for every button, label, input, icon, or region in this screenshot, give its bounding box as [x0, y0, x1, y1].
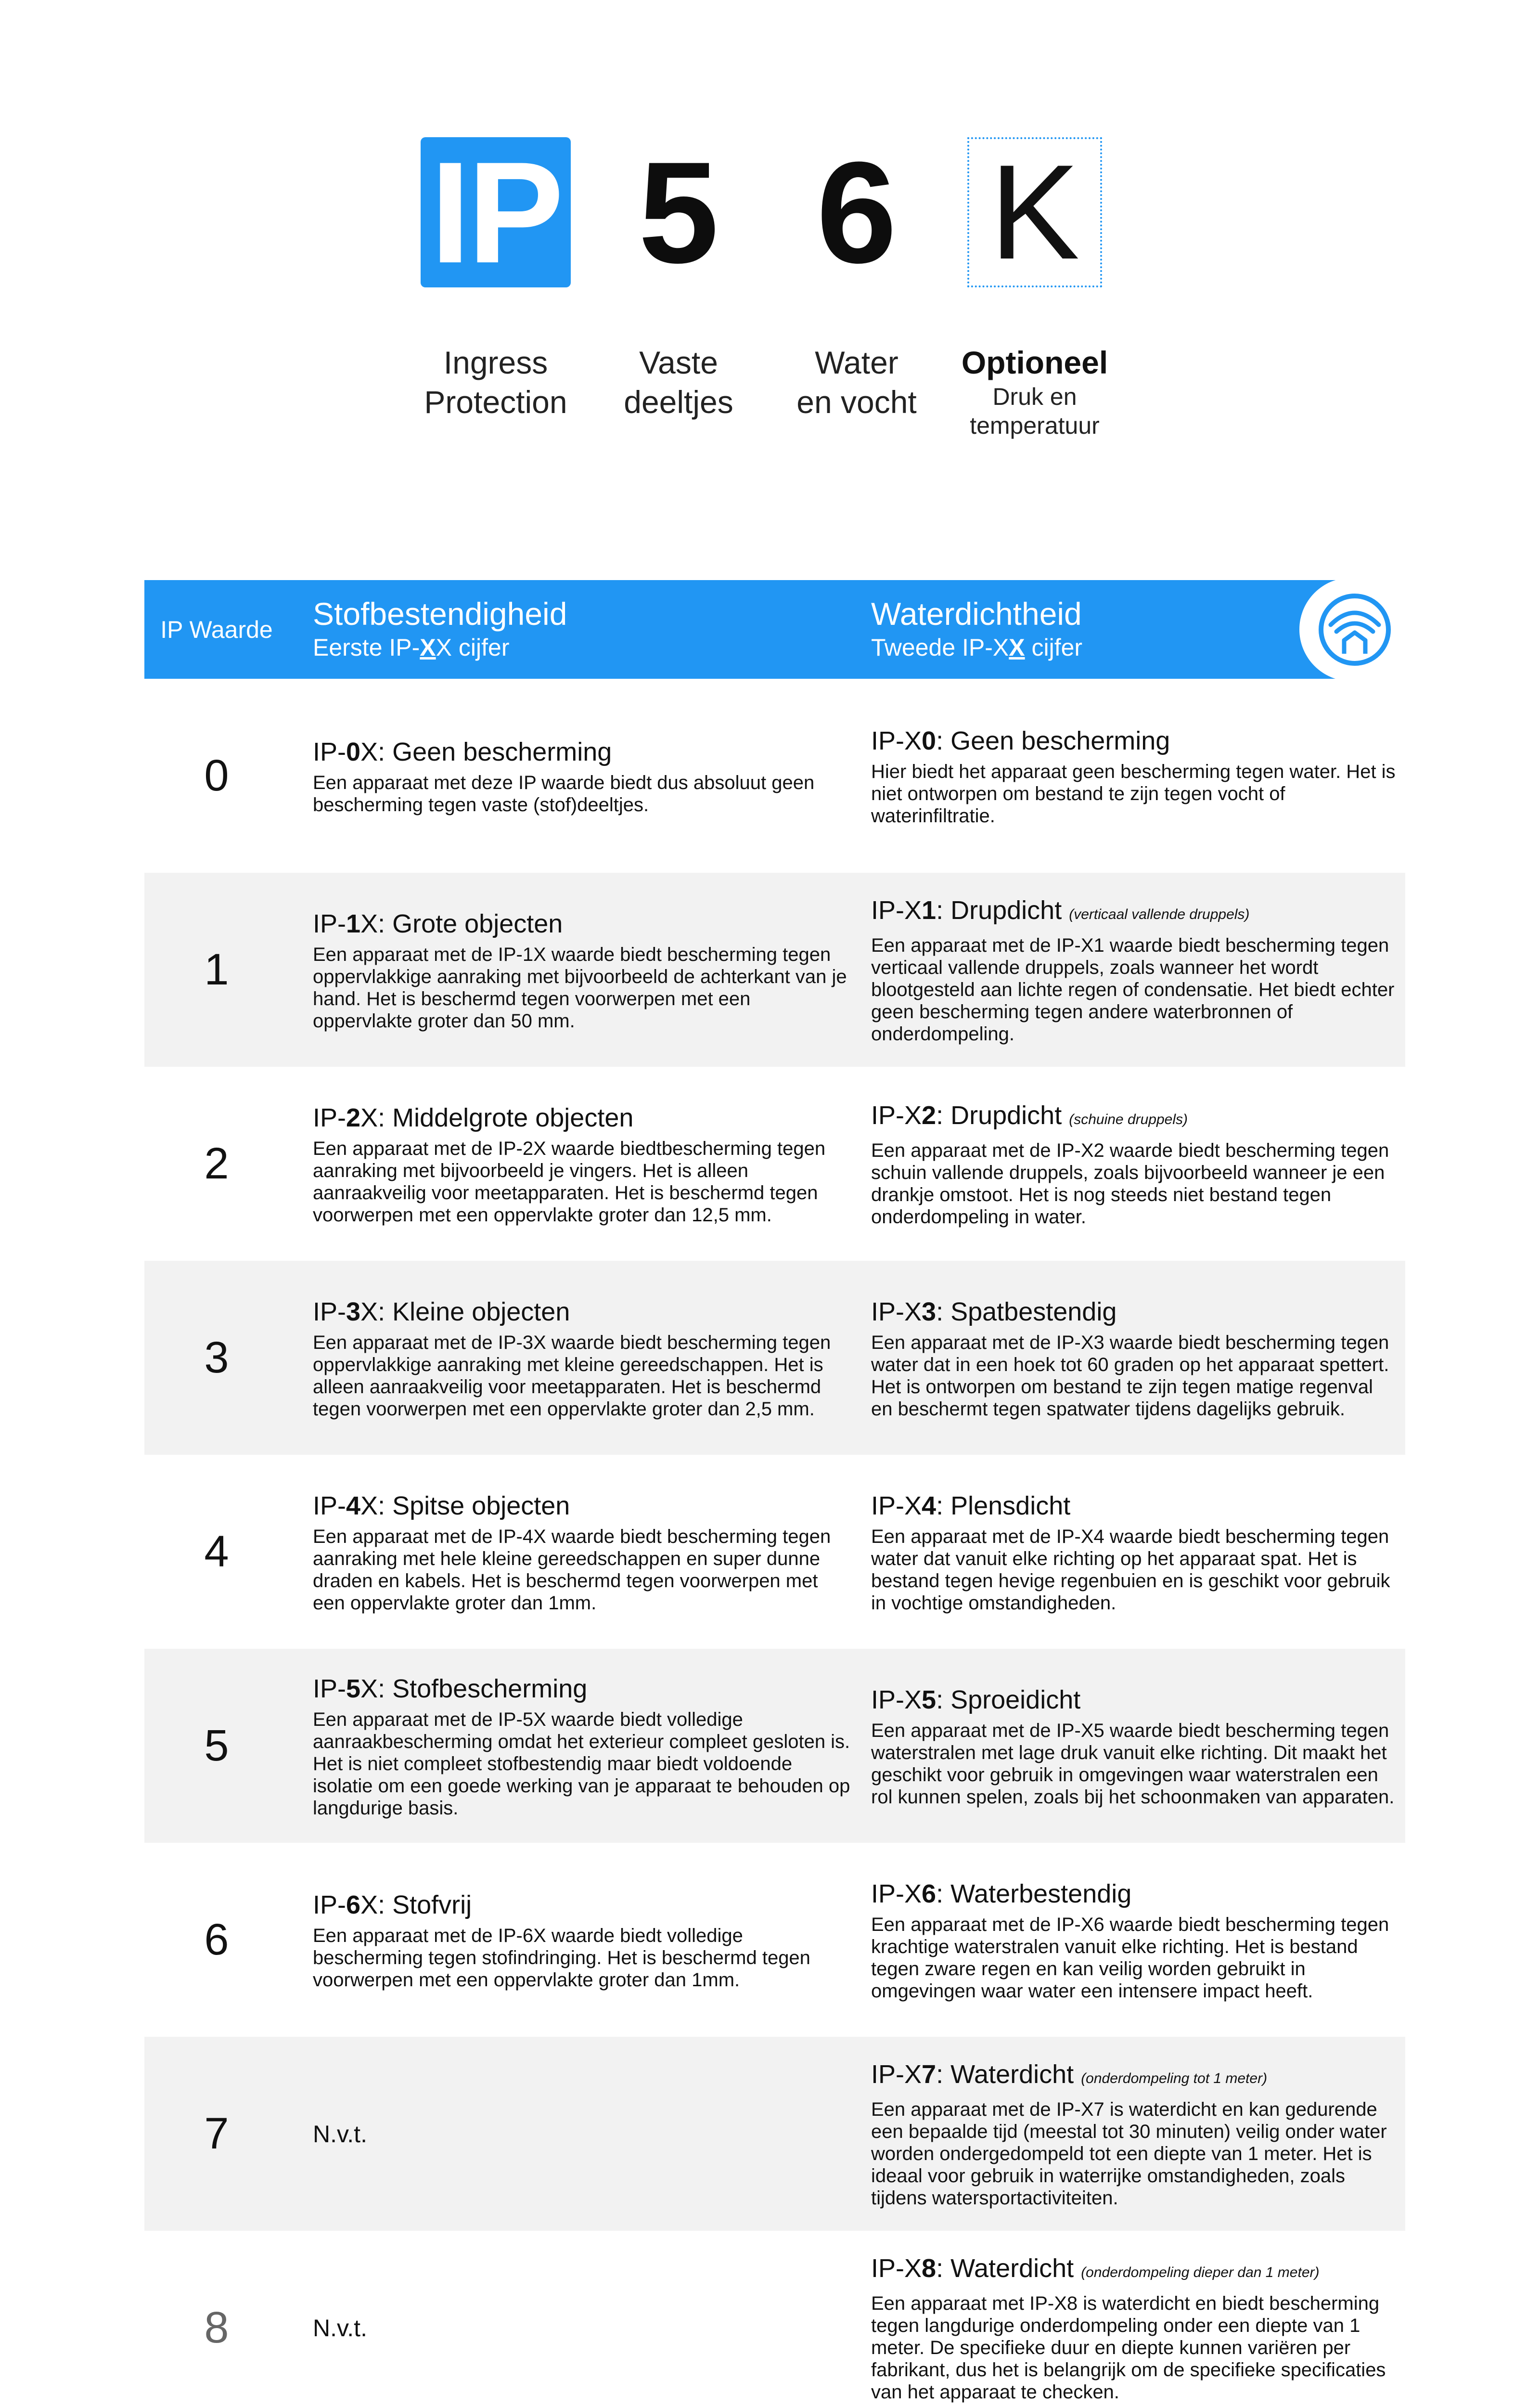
- legend-second-label: [770, 343, 943, 422]
- header-dust: [313, 595, 567, 662]
- ip-code-legend: [409, 131, 1141, 455]
- dust-description: Een apparaat met de IP-4X waarde biedt bescherming tegen aanraking met hele kleine gereedschappen en super dunne draden en kabels. Het is beschermd tegen voorwerpen met een oppervlakte groter dan 1mm.: [313, 1526, 831, 1614]
- dust-cell: [313, 1067, 852, 1261]
- not-applicable: N.v.t.: [313, 2120, 367, 2148]
- water-title-note: (onderdompeling dieper dan 1 meter): [1081, 2265, 1320, 2280]
- water-cell: [871, 1067, 1396, 1261]
- table-row: [144, 679, 1405, 873]
- dust-title-text: X: Geen bescherming: [360, 737, 612, 766]
- dust-title-digit: 1: [346, 909, 361, 938]
- legend-optional-sub2: temperatuur: [970, 412, 1100, 439]
- dust-title-prefix: IP-: [313, 1890, 346, 1919]
- dust-title-prefix: IP-: [313, 737, 346, 766]
- dust-title-text: X: Stofbescherming: [360, 1674, 588, 1703]
- dust-cell: [313, 1649, 852, 1843]
- water-title-digit: 0: [922, 726, 937, 755]
- water-title-text: : Spatbestendig: [936, 1297, 1117, 1326]
- water-description: Een apparaat met de IP-X5 waarde biedt bescherming tegen waterstralen met lage druk vanuit elke richting. Dit maakt het geschikt voor gebruik in omgevingen waar waterstralen een rol kunnen spelen, zoals bij het schoonmaken van apparaten.: [871, 1720, 1395, 1808]
- water-title-prefix: IP-X: [871, 1879, 922, 1908]
- dust-title-digit: 3: [346, 1297, 361, 1326]
- second-digit-text: 6: [816, 131, 897, 293]
- ip-value: 3: [204, 1333, 229, 1382]
- legend-ip-line2: Protection: [424, 384, 567, 420]
- water-title: [871, 1490, 1396, 1522]
- legend-optional-title: Optioneel: [961, 345, 1108, 380]
- water-title-prefix: IP-X: [871, 2254, 922, 2283]
- water-title-digit: 4: [922, 1491, 937, 1520]
- legend-ip-line1: Ingress: [443, 345, 548, 380]
- water-description: Een apparaat met de IP-X6 waarde biedt bescherming tegen krachtige waterstralen vanuit elke richting. Het is bestand tegen zware regen en kan veilig worden gebruikt in omgevingen waar water een intensere impact heeft.: [871, 1914, 1389, 2002]
- water-description: Een apparaat met de IP-X1 waarde biedt bescherming tegen verticaal vallende druppels, zoals wanneer het wordt blootgesteld aan lichte regen of condensatie. Het biedt echter geen bescherming tegen andere waterbronnen of onderdompeling.: [871, 935, 1395, 1045]
- water-cell: [871, 1455, 1396, 1649]
- legend-first-line2: deeltjes: [624, 384, 733, 420]
- water-title: [871, 725, 1396, 757]
- ip-box: [421, 131, 571, 293]
- water-title-text: : Geen bescherming: [936, 726, 1170, 755]
- dust-title-text: X: Grote objecten: [360, 909, 563, 938]
- water-title-note: (schuine druppels): [1069, 1112, 1188, 1127]
- water-title-digit: 7: [922, 2060, 937, 2089]
- legend-first-line1: Vaste: [639, 345, 718, 380]
- water-description: Hier biedt het apparaat geen bescherming tegen water. Het is niet ontworpen om bestand te zijn tegen vocht of waterinfiltratie.: [871, 761, 1396, 827]
- legend-optional: [938, 137, 1131, 440]
- water-title-prefix: IP-X: [871, 726, 922, 755]
- dust-description: Een apparaat met de IP-1X waarde biedt bescherming tegen oppervlakkige aanraking met bijvoorbeeld de achterkant van je hand. Het is beschermd tegen voorwerpen met een oppervlakte groter dan 50 mm.: [313, 944, 847, 1032]
- ip-value: 2: [204, 1139, 229, 1188]
- header-water-title: Waterdichtheid: [871, 596, 1082, 632]
- water-title-note: (onderdompeling tot 1 meter): [1081, 2071, 1268, 2086]
- dust-title-text: X: Middelgrote objecten: [360, 1103, 634, 1132]
- dust-title-digit: 5: [346, 1674, 361, 1703]
- ip-value: 1: [204, 945, 229, 994]
- dust-title: [313, 736, 852, 768]
- legend-ip: [409, 131, 582, 422]
- water-title-text: : Drupdicht: [936, 896, 1062, 925]
- header-ip-value: IP Waarde: [160, 616, 273, 643]
- dust-title: [313, 908, 852, 940]
- water-title-text: : Waterdicht: [936, 2254, 1074, 2283]
- water-title-digit: 6: [922, 1879, 937, 1908]
- table-row: [144, 2231, 1405, 2407]
- ip-value: 4: [204, 1527, 229, 1576]
- ip-box-text: IP: [430, 131, 561, 293]
- dust-cell: [313, 873, 852, 1067]
- water-title: [871, 1296, 1396, 1328]
- legend-second-line2: en vocht: [796, 384, 917, 420]
- optional-letter-text: K: [989, 137, 1080, 287]
- water-cell: [871, 679, 1396, 873]
- water-title-prefix: IP-X: [871, 1297, 922, 1326]
- table-row: [144, 1261, 1405, 1455]
- dust-description: Een apparaat met deze IP waarde biedt dus absoluut geen bescherming tegen vaste (stof)deeltjes.: [313, 772, 815, 815]
- dust-title: [313, 1889, 852, 1921]
- table-row: [144, 1843, 1405, 2037]
- water-cell: [871, 2231, 1396, 2407]
- water-cell: [871, 1261, 1396, 1455]
- water-title-text: : Sproeidicht: [936, 1685, 1081, 1714]
- dust-title-text: X: Spitse objecten: [360, 1491, 570, 1520]
- ip-value: 8: [204, 2303, 229, 2352]
- water-title-text: : Plensdicht: [936, 1491, 1071, 1520]
- header-water: [871, 595, 1082, 662]
- water-title-prefix: IP-X: [871, 1101, 922, 1130]
- dust-title-digit: 0: [346, 737, 361, 766]
- dust-title-prefix: IP-: [313, 1103, 346, 1132]
- dust-title-prefix: IP-: [313, 1491, 346, 1520]
- dust-description: Een apparaat met de IP-3X waarde biedt bescherming tegen oppervlakkige aanraking met kleine gereedschappen. Het is alleen aanraakveilig voor meetapparaten. Het is beschermd tegen voorwerpen met een oppervlakte groter dan 2,5 mm.: [313, 1332, 831, 1420]
- dust-title-text: X: Stofvrij: [360, 1890, 472, 1919]
- dust-cell: [313, 1261, 852, 1455]
- dust-title-digit: 4: [346, 1491, 361, 1520]
- water-title-text: : Waterdicht: [936, 2060, 1074, 2089]
- dust-description: Een apparaat met de IP-5X waarde biedt volledige aanraakbescherming omdat het exterieur compleet gesloten is. Het is niet compleet stofbestendig maar biedt voldoende isolatie om een goede werking van je apparaat te behouden op langdurige basis.: [313, 1708, 850, 1819]
- dust-cell: [313, 2231, 852, 2407]
- dust-description: Een apparaat met de IP-6X waarde biedt volledige bescherming tegen stofindringing. Het is beschermd tegen voorwerpen met een oppervlakte groter dan 1mm.: [313, 1925, 810, 1991]
- water-title: [871, 1100, 1396, 1136]
- water-title-prefix: IP-X: [871, 2060, 922, 2089]
- water-description: Een apparaat met de IP-X2 waarde biedt bescherming tegen schuin vallende druppels, zoals bijvoorbeeld wanneer je een drankje omstoot. Het is nog steeds niet bestand tegen onderdompeling in water.: [871, 1140, 1389, 1228]
- dust-title-prefix: IP-: [313, 1674, 346, 1703]
- dust-title: [313, 1102, 852, 1134]
- water-cell: [871, 873, 1396, 1067]
- dust-cell: [313, 2037, 852, 2231]
- dust-description: Een apparaat met de IP-2X waarde biedtbescherming tegen aanraking met bijvoorbeeld je vingers. Het is alleen aanraakveilig voor meetapparaten. Het is beschermd tegen voorwerpen met een oppervlakte groter dan 12,5 mm.: [313, 1138, 826, 1226]
- water-description: Een apparaat met de IP-X3 waarde biedt bescherming tegen water dat in een hoek tot 60 graden op het apparaat spettert. Het is ontworpen om bestand te zijn tegen matige regenval en beschermt tegen spatwater tijdens dagelijks gebruik.: [871, 1332, 1389, 1420]
- dust-cell: [313, 1843, 852, 2037]
- water-title-digit: 3: [922, 1297, 937, 1326]
- ip-value: 5: [204, 1721, 229, 1770]
- table-row: [144, 2037, 1405, 2231]
- dust-title-digit: 6: [346, 1890, 361, 1919]
- ip-value: 0: [204, 751, 229, 800]
- table-header: [144, 580, 1405, 679]
- legend-first-label: [592, 343, 765, 422]
- water-title-prefix: IP-X: [871, 1491, 922, 1520]
- dust-title: [313, 1490, 852, 1522]
- legend-second-digit: [770, 131, 943, 422]
- header-dust-title: Stofbestendigheid: [313, 596, 567, 632]
- dust-title-prefix: IP-: [313, 909, 346, 938]
- water-title-digit: 8: [922, 2254, 937, 2283]
- first-digit-box: [603, 131, 754, 293]
- dust-cell: [313, 679, 852, 873]
- water-title-prefix: IP-X: [871, 1685, 922, 1714]
- table-body: [144, 679, 1405, 2407]
- legend-optional-label: [938, 343, 1131, 440]
- water-cell: [871, 1649, 1396, 1843]
- ip-value: 7: [204, 2109, 229, 2158]
- water-description: Een apparaat met IP-X8 is waterdicht en biedt bescherming tegen langdurige onderdompeling onder een diepte van 1 meter. De specifieke duur en diepte kunnen variëren per fabrikant, dus het is belangrijk om de specifieke specificaties van het apparaat te checken.: [871, 2293, 1386, 2403]
- legend-second-line1: Water: [815, 345, 898, 380]
- water-title: [871, 2058, 1396, 2095]
- optional-letter-box: [967, 137, 1102, 287]
- water-title: [871, 894, 1396, 931]
- ip-table: [144, 580, 1405, 2407]
- water-drop-house-icon: [1299, 578, 1410, 681]
- water-title-digit: 1: [922, 896, 937, 925]
- header-water-subtitle: Tweede IP-XX cijfer: [871, 634, 1083, 661]
- not-applicable: N.v.t.: [313, 2314, 367, 2342]
- first-digit-text: 5: [638, 131, 719, 293]
- table-row: [144, 1067, 1405, 1261]
- water-description: Een apparaat met de IP-X7 is waterdicht en kan gedurende een bepaalde tijd (meestal tot 30 minuten) veilig onder water worden ondergedompeld tot een diepte van 1 meter. Het is ideaal voor gebruik in waterrijke omstandigheden, zoals tijdens watersportactiviteiten.: [871, 2099, 1387, 2209]
- dust-title-prefix: IP-: [313, 1297, 346, 1326]
- dust-title: [313, 1296, 852, 1328]
- water-title: [871, 1684, 1396, 1716]
- water-title: [871, 2252, 1396, 2289]
- legend-first-digit: [592, 131, 765, 422]
- dust-title-text: X: Kleine objecten: [360, 1297, 570, 1326]
- legend-ip-label: [409, 343, 582, 422]
- dust-title-digit: 2: [346, 1103, 361, 1132]
- table-row: [144, 1649, 1405, 1843]
- water-title-text: : Waterbestendig: [936, 1879, 1132, 1908]
- water-title-text: : Drupdicht: [936, 1101, 1062, 1130]
- second-digit-box: [782, 131, 932, 293]
- dust-cell: [313, 1455, 852, 1649]
- ip-value: 6: [204, 1915, 229, 1964]
- water-cell: [871, 1843, 1396, 2037]
- water-title-prefix: IP-X: [871, 896, 922, 925]
- water-title-note: (verticaal vallende druppels): [1069, 906, 1250, 922]
- table-row: [144, 1455, 1405, 1649]
- water-title-digit: 5: [922, 1685, 937, 1714]
- water-title: [871, 1878, 1396, 1910]
- table-row: [144, 873, 1405, 1067]
- header-dust-subtitle: Eerste IP-XX cijfer: [313, 634, 510, 661]
- water-title-digit: 2: [922, 1101, 937, 1130]
- water-description: Een apparaat met de IP-X4 waarde biedt bescherming tegen water dat vanuit elke richting op het apparaat spat. Het is bestand tegen hevige regenbuien en is geschikt voor gebruik in vochtige omstandigheden.: [871, 1526, 1390, 1614]
- dust-title: [313, 1673, 852, 1705]
- legend-optional-sub1: Druk en: [992, 383, 1077, 410]
- water-cell: [871, 2037, 1396, 2231]
